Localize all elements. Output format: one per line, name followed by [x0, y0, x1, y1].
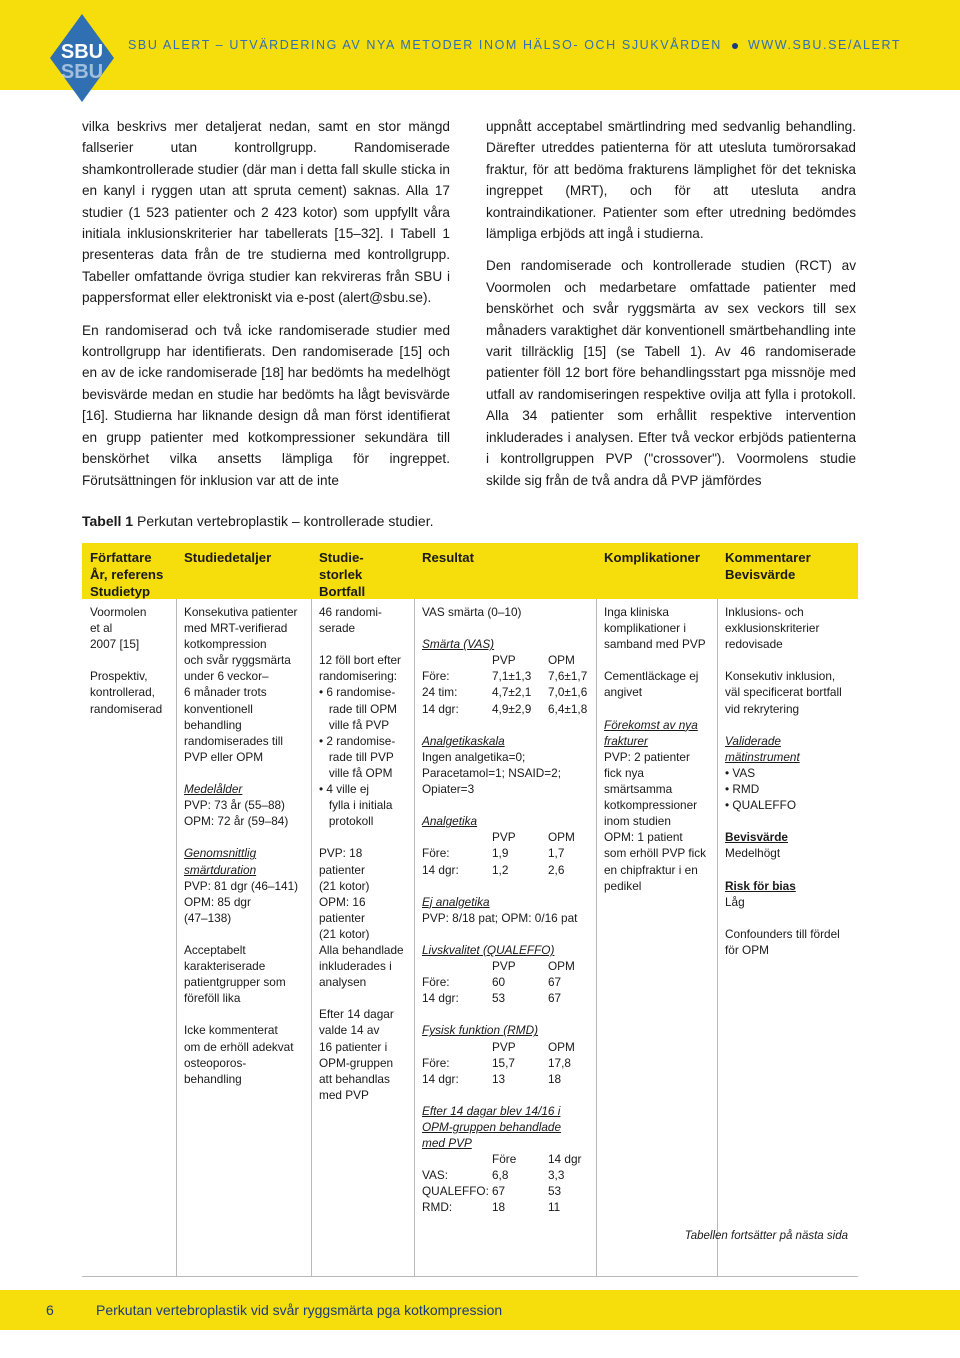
cell-line: 46 randomi-: [319, 605, 382, 619]
table-caption-text: Perkutan vertebroplastik – kontrollerade studier.: [136, 513, 434, 529]
result-row: [422, 910, 594, 926]
result-row: [422, 1199, 594, 1215]
result-cell: Analgetikaskala: [422, 733, 505, 748]
result-row: [422, 942, 594, 958]
result-cell: 7,1±1,3: [492, 669, 532, 684]
cell-details: [184, 604, 309, 1087]
header-bar: [0, 0, 960, 90]
result-cell: 18: [548, 1071, 562, 1086]
cell-line: med MRT-verifierad: [184, 621, 288, 636]
header-comments: Kommentarer Bevisvärde: [725, 550, 811, 582]
cell-line: Cementläckage ej: [604, 669, 699, 684]
result-cell: 14 dgr:: [422, 862, 459, 877]
result-row: [422, 1167, 594, 1183]
result-row: [422, 862, 594, 878]
page-number: 6: [46, 1302, 54, 1318]
result-cell: 1,9: [492, 846, 509, 861]
table-bottom-border: [82, 1276, 858, 1277]
logo-text-top: SBU: [60, 41, 104, 63]
result-row: [422, 749, 594, 765]
result-row: [422, 620, 594, 636]
table-body: [82, 599, 858, 1277]
result-row: [422, 813, 594, 829]
cell-line: [184, 1006, 309, 1022]
cell-line: protokoll: [319, 814, 374, 829]
right-paragraph: Den randomiserade och kontrollerade studien (RCT) av Voormolen och medarbetare omfattade patienter med benskörhet och svår ryggsmärta av sex veckors till sex månaders varaktighet där konventionell smärtbehandling inte varit tillräcklig [15] (se Tabell 1). Av 46 randomiserade patienter föll 12 bort före behandlingsstart pga missnöje med utfall av randomiseringen respektive ovilja att fylla i protokoll. Alla 34 patienter som erhållit respektive intervention inkluderades i analysen. Efter två veckor erbjöds patienterna i kontrollgruppen PVP ("crossover"). Voormolens studie skilde sig från de två andra då PVP jämfördes: [486, 258, 856, 488]
cell-line: behandling: [184, 1071, 242, 1086]
column-divider: [311, 599, 312, 1277]
result-cell: OPM: [548, 959, 575, 974]
cell-line: exklusionskriterier: [725, 621, 820, 636]
cell-line: [319, 990, 413, 1006]
column-divider: [414, 599, 415, 1277]
result-cell: 1,2: [492, 862, 509, 877]
cell-line: [184, 829, 309, 845]
result-cell: 67: [492, 1184, 506, 1199]
cell-author: [90, 604, 174, 717]
result-row: [422, 974, 594, 990]
result-row: [422, 765, 594, 781]
footer-title: Perkutan vertebroplastik vid svår ryggsmärta pga kotkompression: [96, 1302, 503, 1318]
cell-line: [604, 701, 716, 717]
column-divider: [717, 599, 718, 1277]
cell-line: redovisade: [725, 637, 783, 652]
result-row: [422, 1151, 594, 1167]
result-row: [422, 1087, 594, 1103]
cell-line: PVP: 73 år (55–88): [184, 798, 285, 813]
cell-line: Risk för bias: [725, 878, 796, 893]
cell-line: komplikationer i: [604, 621, 686, 636]
cell-line: • VAS: [725, 765, 756, 780]
result-cell: 14 dgr:: [422, 1071, 459, 1086]
result-row: [422, 636, 594, 652]
result-cell: 4,7±2,1: [492, 685, 532, 700]
cell-line: Efter 14 dagar: [319, 1007, 394, 1022]
result-cell: PVP: [492, 653, 516, 668]
cell-line: • 2 randomise-: [319, 733, 396, 748]
result-cell: Före:: [422, 975, 450, 990]
header-complications: Komplikationer: [604, 550, 700, 565]
result-cell: 14 dgr:: [422, 701, 459, 716]
cell-line: smärtduration: [184, 862, 257, 877]
result-cell: Opiater=3: [422, 782, 475, 797]
result-cell: 6,8: [492, 1168, 509, 1183]
result-row: [422, 781, 594, 797]
cell-line: kotkompressioner: [604, 798, 698, 813]
cell-line: [184, 926, 309, 942]
result-row: [422, 845, 594, 861]
cell-line: [725, 813, 857, 829]
result-row: [422, 701, 594, 717]
cell-line: [184, 765, 309, 781]
cell-line: • 6 randomise-: [319, 685, 396, 700]
result-cell: Efter 14 dagar blev 14/16 i: [422, 1103, 561, 1118]
cell-line: kontrollerad,: [90, 685, 155, 700]
result-cell: Före: [492, 1152, 517, 1167]
result-cell: 60: [492, 975, 506, 990]
result-cell: PVP: [492, 959, 516, 974]
cell-line: 12 föll bort efter: [319, 653, 401, 668]
cell-line: pedikel: [604, 878, 642, 893]
right-column: [486, 116, 856, 502]
cell-line: väl specificerat bortfall: [725, 685, 842, 700]
column-divider: [596, 599, 597, 1277]
cell-line: med PVP: [319, 1087, 369, 1102]
cell-line: [604, 652, 716, 668]
left-column: [82, 116, 450, 502]
cell-line: som erhöll PVP fick: [604, 846, 707, 861]
cell-line: föreföll lika: [184, 991, 241, 1006]
result-cell: PVP: [492, 1039, 516, 1054]
cell-line: (21 kotor): [319, 926, 370, 941]
study-table: [82, 543, 858, 1277]
result-cell: Före:: [422, 669, 450, 684]
cell-line: [725, 717, 857, 733]
result-row: [422, 1183, 594, 1199]
result-cell: 53: [548, 1184, 562, 1199]
result-cell: PVP: 8/18 pat; OPM: 0/16 pat: [422, 910, 578, 925]
header-size: Studie- storlek Bortfall: [319, 550, 366, 599]
footer-bar: [0, 1290, 960, 1330]
result-cell: 67: [548, 991, 562, 1006]
header-results: Resultat: [422, 550, 475, 565]
result-cell: Analgetika: [422, 814, 478, 829]
result-cell: 4,9±2,9: [492, 701, 532, 716]
result-cell: OPM: [548, 830, 575, 845]
result-cell: OPM: [548, 1039, 575, 1054]
result-cell: QUALEFFO:: [422, 1184, 489, 1199]
header-author: Författare År, referens Studietyp: [90, 550, 164, 599]
result-cell: Smärta (VAS): [422, 637, 495, 652]
cell-comments: [725, 604, 857, 958]
cell-line: Medelålder: [184, 782, 243, 797]
cell-line: OPM: 85 dgr: [184, 894, 251, 909]
cell-line: OPM: 1 patient: [604, 830, 683, 845]
cell-line: kotkompression: [184, 637, 267, 652]
result-row: [422, 990, 594, 1006]
cell-line: PVP: 81 dgr (46–141): [184, 878, 299, 893]
cell-line: behandling: [184, 717, 242, 732]
cell-line: [319, 636, 413, 652]
result-cell: 1,7: [548, 846, 565, 861]
cell-line: att behandlas: [319, 1071, 390, 1086]
cell-line: smärtsamma: [604, 782, 673, 797]
result-cell: med PVP: [422, 1136, 472, 1151]
result-row: [422, 652, 594, 668]
cell-line: Konsekutiva patienter: [184, 605, 298, 619]
cell-line: Icke kommenterat: [184, 1023, 278, 1038]
cell-line: Inga kliniska: [604, 605, 669, 619]
cell-line: om de erhöll adekvat: [184, 1039, 294, 1054]
header-title: [128, 38, 901, 52]
cell-line: PVP: 2 patienter: [604, 749, 690, 764]
table-caption-label: Tabell 1: [82, 513, 134, 529]
cell-line: fick nya: [604, 765, 644, 780]
result-row: [422, 717, 594, 733]
result-cell: 7,6±1,7: [548, 669, 588, 684]
cell-line: under 6 veckor–: [184, 669, 269, 684]
cell-line: 6 månader trots: [184, 685, 267, 700]
result-cell: VAS:: [422, 1168, 449, 1183]
result-cell: 15,7: [492, 1055, 515, 1070]
result-row: [422, 1022, 594, 1038]
result-cell: VAS smärta (0–10): [422, 605, 522, 619]
cell-line: [725, 862, 857, 878]
left-paragraph: vilka beskrivs mer detaljerat nedan, samt en stor mängd fallserier utan kontrollgrupp. Randomiserade shamkontrollerade studier (där man i detta fall skulle sticka in en kanyl i ryggen utan att spruta cement) saknas. Alla 17 studier (1 523 patienter och 2 423 kotor) som uppfyllt våra initiala inklusionskriterier har tabellerats [15–32]. I Tabell 1 presenteras data från de tre studierna med kontrollgrupp. Tabeller omfattande övriga studier kan rekvireras från SBU i pappersformat eller elektroniskt via e-post (alert@sbu.se).: [82, 119, 450, 306]
cell-line: och svår ryggsmärta: [184, 653, 291, 668]
cell-line: patienter: [319, 910, 365, 925]
result-cell: 14 dgr: [548, 1152, 582, 1167]
cell-line: valde 14 av: [319, 1023, 380, 1038]
cell-line: [725, 910, 857, 926]
cell-line: vid rekrytering: [725, 701, 800, 716]
cell-line: Medelhögt: [725, 846, 781, 861]
result-cell: 3,3: [548, 1168, 565, 1183]
result-row: [422, 1071, 594, 1087]
cell-line: • QUALEFFO: [725, 798, 796, 813]
bullet-icon: [732, 43, 738, 49]
cell-line: Validerade: [725, 733, 781, 748]
cell-line: • 4 ville ej: [319, 782, 370, 797]
cell-line: OPM: 16: [319, 894, 366, 909]
cell-line: patientgrupper som: [184, 975, 286, 990]
result-row: [422, 1006, 594, 1022]
cell-line: randomiserades till: [184, 733, 284, 748]
cell-line: för OPM: [725, 942, 769, 957]
cell-line: karakteriserade: [184, 959, 266, 974]
cell-line: 2007 [15]: [90, 637, 140, 652]
cell-line: rade till OPM: [319, 701, 398, 716]
result-cell: 6,4±1,8: [548, 701, 588, 716]
cell-line: Acceptabelt: [184, 942, 246, 957]
cell-line: PVP: 18: [319, 846, 363, 861]
result-row: [422, 604, 594, 620]
right-paragraph: uppnått acceptabel smärtlindring med sedvanlig behandling. Därefter utreddes patienterna för att utesluta tumörorsakad fraktur, för att bedöma frakturens lämplighet för det tekniska ingreppet (MRT), och för att utesluta andra kontraindikationer. Patienter som efter utredning bedömdes lämpliga erbjöds att ingå i studierna.: [486, 119, 856, 242]
result-cell: 11: [548, 1200, 561, 1215]
cell-results: [422, 604, 594, 1216]
cell-line: konventionell: [184, 701, 253, 716]
left-paragraph: En randomiserad och två icke randomiserade studier med kontrollgrupp har identifierats. Den randomiserade [15] och en av de icke randomiserade [18] har bedömts ha medelhögt bevisvärde medan en studie har bedömts ha lågt bevisvärde [16]. Studierna har liknande design då man först identifierat en grupp patienter med kotkompressioner sekundära till benskörhet vilka ansetts lämpliga för ingreppet. Förutsättningen för inklusion var att de inte: [82, 322, 450, 488]
cell-line: osteoporos-: [184, 1055, 247, 1070]
cell-line: [90, 652, 174, 668]
column-divider: [176, 599, 177, 1277]
cell-line: en chipfraktur i en: [604, 862, 698, 877]
result-row: [422, 733, 594, 749]
cell-line: (47–138): [184, 910, 232, 925]
cell-line: (21 kotor): [319, 878, 370, 893]
cell-line: inom studien: [604, 814, 671, 829]
cell-line: randomisering:: [319, 669, 398, 684]
sbu-logo-icon: [50, 14, 114, 102]
result-cell: Fysisk funktion (RMD): [422, 1023, 539, 1038]
cell-line: analysen: [319, 975, 367, 990]
cell-line: et al: [90, 621, 113, 636]
cell-line: Alla behandlade: [319, 942, 404, 957]
result-row: [422, 797, 594, 813]
cell-complications: [604, 604, 716, 894]
result-row: [422, 878, 594, 894]
cell-line: samband med PVP: [604, 637, 706, 652]
result-row: [422, 1039, 594, 1055]
cell-line: OPM-gruppen: [319, 1055, 394, 1070]
result-row: [422, 958, 594, 974]
cell-line: Prospektiv,: [90, 669, 148, 684]
result-cell: 7,0±1,6: [548, 685, 588, 700]
result-row: [422, 1119, 594, 1135]
cell-line: rade till PVP: [319, 749, 394, 764]
cell-line: [725, 652, 857, 668]
cell-line: inkluderades i: [319, 959, 392, 974]
result-cell: OPM: [548, 653, 575, 668]
cell-line: Förekomst av nya: [604, 717, 698, 732]
result-cell: 2,6: [548, 862, 565, 877]
cell-line: • RMD: [725, 782, 760, 797]
cell-line: Bevisvärde: [725, 830, 788, 845]
result-row: [422, 926, 594, 942]
result-cell: PVP: [492, 830, 516, 845]
cell-line: ville få PVP: [319, 717, 390, 732]
cell-line: OPM: 72 år (59–84): [184, 814, 289, 829]
cell-size: [319, 604, 413, 1103]
result-cell: Paracetamol=1; NSAID=2;: [422, 765, 562, 780]
result-row: [422, 1103, 594, 1119]
header-details: Studiedetaljer: [184, 550, 272, 565]
result-cell: 24 tim:: [422, 685, 458, 700]
result-row: [422, 829, 594, 845]
result-cell: OPM-gruppen behandlade: [422, 1120, 562, 1134]
cell-line: Voormolen: [90, 605, 147, 619]
header-title-text: SBU ALERT – UTVÄRDERING AV NYA METODER INOM HÄLSO- OCH SJUKVÅRDEN: [128, 38, 722, 52]
cell-line: serade: [319, 621, 356, 636]
cell-line: Låg: [725, 894, 745, 909]
header-url[interactable]: WWW.SBU.SE/ALERT: [747, 38, 902, 52]
cell-line: Inklusions- och: [725, 605, 804, 619]
result-cell: Livskvalitet (QUALEFFO): [422, 942, 555, 957]
result-row: [422, 894, 594, 910]
cell-line: fylla i initiala: [319, 798, 393, 813]
cell-line: ville få OPM: [319, 765, 393, 780]
cell-line: PVP eller OPM: [184, 749, 264, 764]
result-cell: 67: [548, 975, 562, 990]
cell-line: patienter: [319, 862, 365, 877]
table-header: [82, 543, 858, 599]
result-cell: 13: [492, 1071, 506, 1086]
result-row: [422, 1135, 594, 1151]
result-cell: Ingen analgetika=0;: [422, 749, 526, 764]
result-row: [422, 668, 594, 684]
cell-line: mätinstrument: [725, 749, 800, 764]
cell-line: frakturer: [604, 733, 648, 748]
result-cell: Före:: [422, 846, 450, 861]
cell-line: 16 patienter i: [319, 1039, 388, 1054]
cell-line: [319, 829, 413, 845]
cell-line: angivet: [604, 685, 643, 700]
result-cell: 18: [492, 1200, 506, 1215]
result-cell: Före:: [422, 1055, 450, 1070]
result-cell: 53: [492, 991, 506, 1006]
result-cell: 17,8: [548, 1055, 571, 1070]
logo-text-bottom: SBU: [60, 61, 104, 83]
table-continues-note: Tabellen fortsätter på nästa sida: [684, 1230, 848, 1242]
cell-line: Confounders till fördel: [725, 926, 840, 941]
result-row: [422, 684, 594, 700]
table-caption: [82, 513, 433, 529]
result-cell: 14 dgr:: [422, 991, 459, 1006]
cell-line: Konsekutiv inklusion,: [725, 669, 836, 684]
cell-line: randomiserad: [90, 701, 163, 716]
result-row: [422, 1055, 594, 1071]
cell-line: Genomsnittlig: [184, 846, 257, 861]
result-cell: Ej analgetika: [422, 894, 490, 909]
result-cell: RMD:: [422, 1200, 453, 1215]
